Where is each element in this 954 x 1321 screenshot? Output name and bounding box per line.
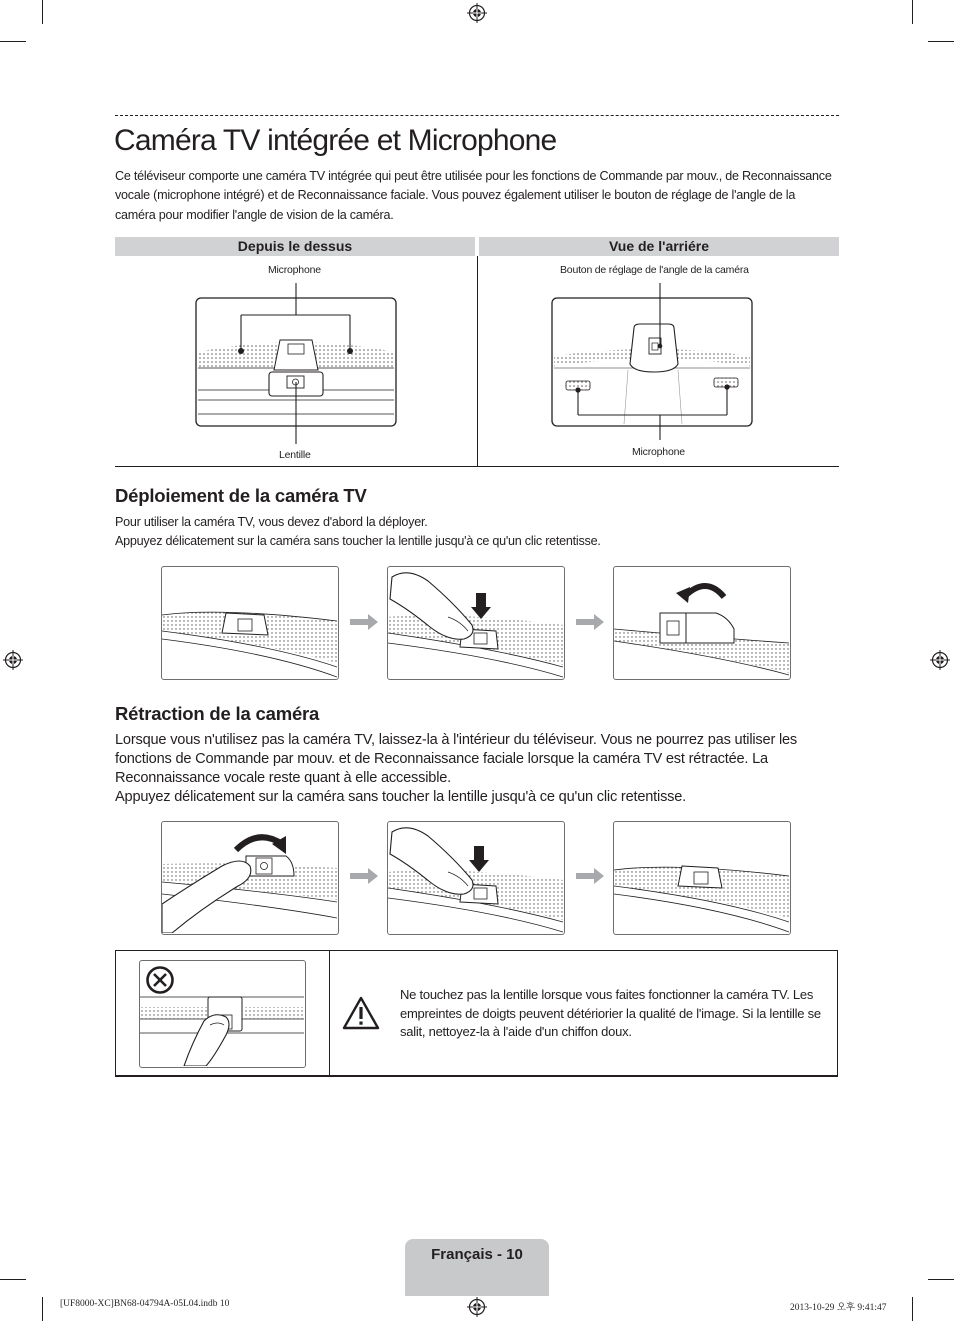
crop-mark [928,1279,954,1280]
deploy-step-1-illustration [161,566,339,680]
callout-lens: Lentille [279,449,311,461]
gray-arrow-icon [350,868,378,884]
retract-paragraph: Appuyez délicatement sur la caméra sans toucher la lentille jusqu'à ce qu'un clic retentisse. [115,789,687,805]
crop-mark [0,41,26,42]
retract-step-3-illustration [613,821,791,935]
registration-mark-icon [3,650,23,670]
retract-paragraph: Lorsque vous n'utilisez pas la caméra TV, laissez-la à l'intérieur du téléviseur. Vous ne pourrez pas utiliser les fonctions de Commande par mouv. et de Reconnaissance faciale lorsque la caméra TV est rétractée. La Reconnaissance vocale reste quant à elle accessible. [115,732,798,786]
crop-mark [912,1297,913,1321]
retract-heading: Rétraction de la caméra [115,703,320,724]
registration-mark-icon [930,650,950,670]
view-heading-top: Depuis le dessus [115,237,475,256]
prohibited-icon [145,965,175,995]
deploy-step-3-illustration [613,566,791,680]
crop-mark [0,1279,26,1280]
deploy-text-line: Appuyez délicatement sur la caméra sans toucher la lentille jusqu'à ce qu'un clic retentisse. [115,534,601,548]
view-heading-rear: Vue de l'arriére [479,237,839,256]
registration-mark-icon [467,3,487,23]
crop-mark [928,41,954,42]
print-file-info: [UF8000-XC]BN68-04794A-05L04.indb 10 [60,1299,230,1309]
crop-mark [42,0,43,24]
print-timestamp: 2013-10-29 오후 9:41:47 [790,1303,887,1313]
deploy-step-2-illustration [387,566,565,680]
deploy-heading: Déploiement de la caméra TV [115,485,367,506]
camera-rear-view-diagram [548,280,758,446]
page-number-label: Français - 10 [431,1246,523,1263]
camera-top-view-diagram [190,280,402,450]
callout-microphone-rear: Microphone [632,446,685,458]
deploy-text-line: Pour utiliser la caméra TV, vous devez d'abord la déployer. [115,515,428,529]
warning-triangle-icon [342,996,380,1030]
registration-mark-icon [467,1297,487,1317]
view-bottom-rule [115,466,839,467]
crop-mark [912,0,913,24]
caution-text: Ne touchez pas la lentille lorsque vous faites fonctionner la caméra TV. Les empreintes de doigts peuvent détériorier la qualité de l'image. Si la lentille se salit, nettoyez-la à l'aide d'un chiffon doux. [400,987,821,1040]
title-rule [115,115,839,116]
intro-paragraph: Ce téléviseur comporte une caméra TV intégrée qui peut être utilisée pour les fonctions de Commande par mouv., de Reconnaissance vocale (microphone intégré) et de Reconnaissance faciale. Vous pouvez également utiliser le bouton de réglage de l'angle de la caméra pour modifier l'angle de vision de la caméra. [115,169,832,222]
gray-arrow-icon [350,614,378,630]
gray-arrow-icon [576,614,604,630]
view-divider [477,256,478,467]
gray-arrow-icon [576,868,604,884]
retract-step-2-illustration [387,821,565,935]
page-title: Caméra TV intégrée et Microphone [114,124,557,157]
caution-divider [329,951,330,1075]
callout-microphone-top: Microphone [268,264,321,276]
callout-angle-button: Bouton de réglage de l'angle de la caméra [560,264,749,276]
crop-mark [42,1297,43,1321]
retract-step-1-illustration [161,821,339,935]
